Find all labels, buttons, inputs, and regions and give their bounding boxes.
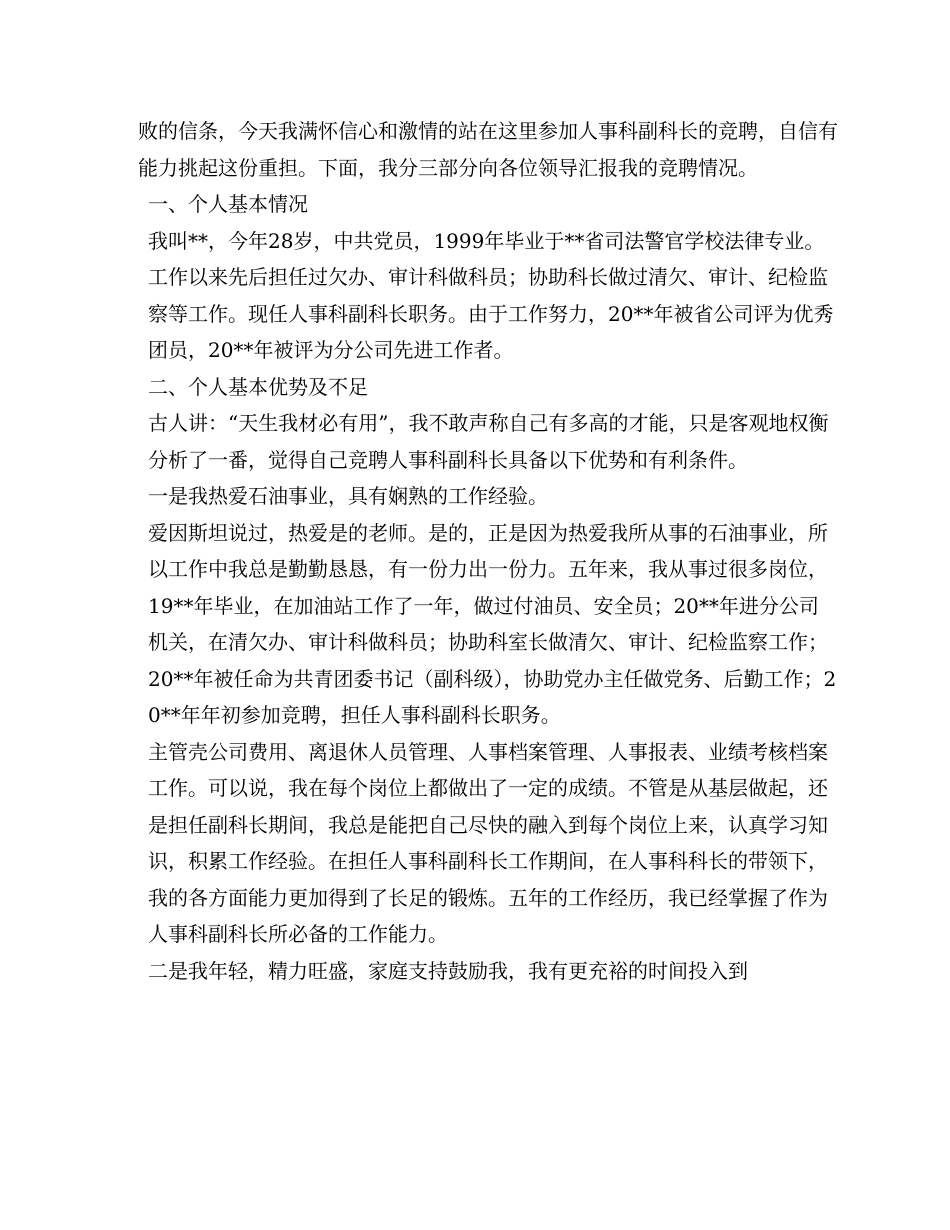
document-body bbox=[138, 113, 838, 989]
paragraph-responsibilities: 主管壳公司费用、离退休人员管理、人事档案管理、人事报表、业绩考核档案工作。可以说，我在每个岗位上都做出了一定的成绩。不管是从基层做起，还是担任副科长期间，我总是能把自己尽快的融入到每个岗位上来，认真学习知识，积累工作经验。在担任人事科副科长工作期间，在人事科科长的带领下，我的各方面能力更加得到了长足的锻炼。五年的工作经历，我已经掌握了作为人事科副科长所必备的工作能力。 bbox=[148, 739, 828, 946]
paragraph-experience: 爱因斯坦说过，热爱是的老师。是的，正是因为热爱我所从事的石油事业，所以工作中我总是勤勤恳恳，有一份力出一份力。五年来，我从事过很多岗位，19**年毕业，在加油站工作了一年，做过付油员、安全员；20**年进分公司机关，在清欠办、审计科做科员；协助科室长做清欠、审计、纪检监察工作；20**年被任命为共青团委书记（副科级），协助党办主任做党务、后勤工作；20**年年初参加竞聘，担任人事科副科长职务。 bbox=[148, 520, 837, 727]
paragraph-personal-info: 我叫**，今年28岁，中共党员，1999年毕业于**省司法警官学校法律专业。工作以来先后担任过欠办、审计科做科员；协助科长做过清欠、审计、纪检监察等工作。现任人事科副科长职务。由于工作努力，20**年被省公司评为优秀团员，20**年被评为分公司先进工作者。 bbox=[148, 228, 834, 362]
paragraph-strengths-intro: 古人讲：“天生我材必有用”，我不敢声称自己有多高的才能，只是客观地权衡分析了一番，觉得自己竞聘人事科副科长具备以下优势和有利条件。 bbox=[148, 411, 829, 472]
paragraph-intro: 败的信条，今天我满怀信心和激情的站在这里参加人事科副科长的竞聘，自信有能力挑起这份重担。下面，我分三部分向各位领导汇报我的竞聘情况。 bbox=[138, 119, 838, 180]
point-heading-one: 一是我热爱石油事业，具有娴熟的工作经验。 bbox=[148, 484, 548, 508]
section-heading-strengths: 二、个人基本优势及不足 bbox=[148, 374, 368, 399]
point-heading-two: 二是我年轻，精力旺盛，家庭支持鼓励我，我有更充裕的时间投入到 bbox=[148, 958, 748, 983]
section-heading-personal-info: 一、个人基本情况 bbox=[148, 192, 308, 216]
